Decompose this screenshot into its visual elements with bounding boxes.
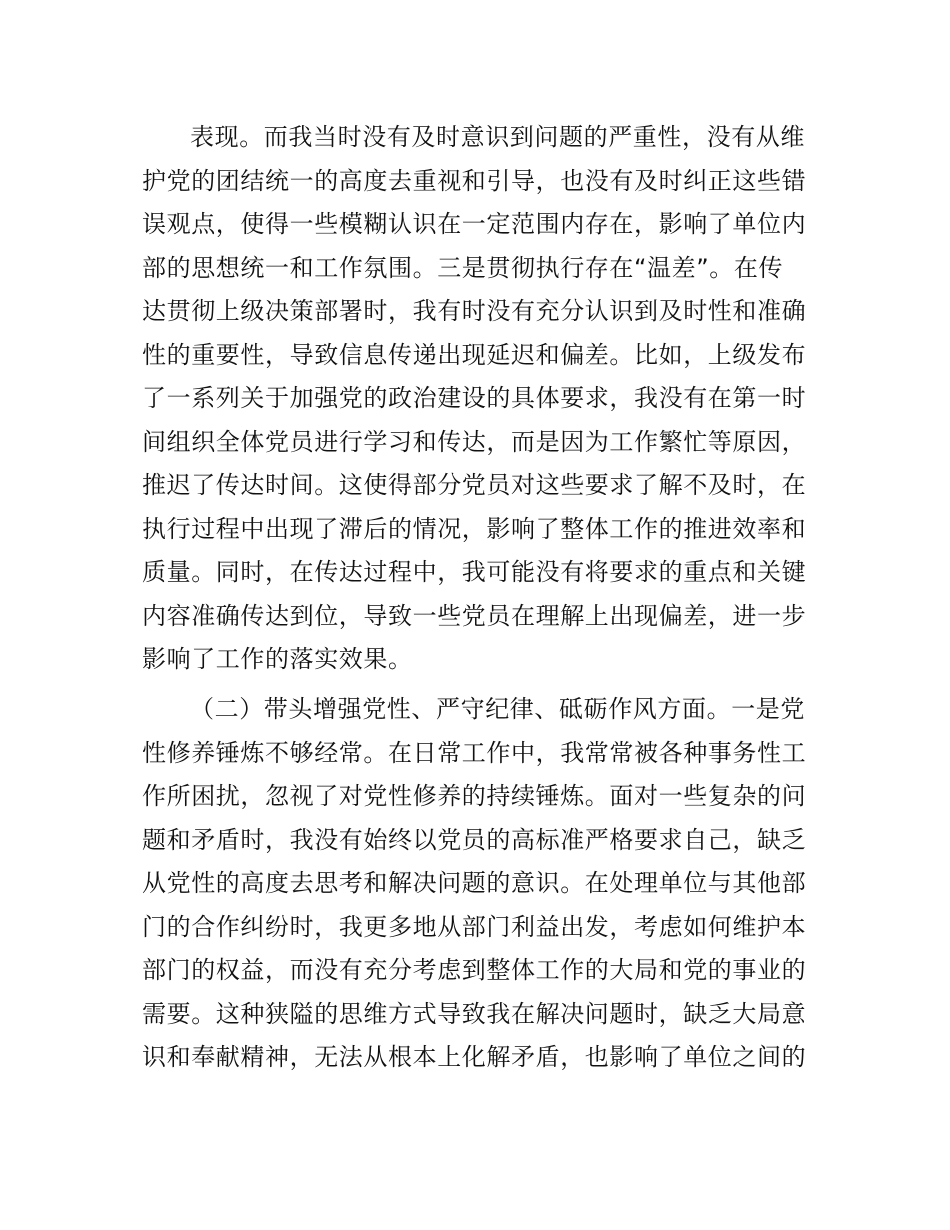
paragraph-line: 作所困扰，忽视了对党性修养的持续锤炼。面对一些复杂的问 bbox=[142, 782, 807, 810]
paragraph-line: 影响了工作的落实效果。 bbox=[142, 645, 413, 673]
paragraph-line: 推迟了传达时间。这使得部分党员对这些要求了解不及时，在 bbox=[142, 471, 807, 499]
paragraph-line: 间组织全体党员进行学习和传达，而是因为工作繁忙等原因， bbox=[142, 427, 807, 456]
paragraph-1 bbox=[142, 116, 832, 682]
paragraph-line: 需要。这种狭隘的思维方式导致我在解决问题时，缺乏大局意 bbox=[142, 999, 807, 1028]
paragraph-line: 题和矛盾时，我没有始终以党员的高标准严格要求自己，缺乏 bbox=[142, 825, 807, 854]
paragraph-line: 门的合作纠纷时，我更多地从部门利益出发，考虑如何维护本 bbox=[142, 912, 807, 941]
paragraph-line: 从党性的高度去思考和解决问题的意识。在处理单位与其他部 bbox=[142, 869, 807, 897]
paragraph-line: 了一系列关于加强党的政治建设的具体要求，我没有在第一时 bbox=[142, 384, 807, 412]
paragraph-line: （二）带头增强党性、严守纪律、砥砺作风方面。一是党 bbox=[190, 695, 805, 723]
paragraph-line: 质量。同时，在传达过程中，我可能没有将要求的重点和关键 bbox=[142, 558, 807, 586]
paragraph-line: 部的思想统一和工作氛围。三是贯彻执行存在“温差”。在传 bbox=[142, 253, 784, 282]
paragraph-line: 部门的权益，而没有充分考虑到整体工作的大局和党的事业的 bbox=[142, 956, 807, 984]
paragraph-line: 识和奉献精神，无法从根本上化解矛盾，也影响了单位之间的 bbox=[142, 1043, 807, 1071]
paragraph-line: 护党的团结统一的高度去重视和引导，也没有及时纠正这些错 bbox=[142, 166, 807, 195]
paragraph-line: 表现。而我当时没有及时意识到问题的严重性，没有从维 bbox=[190, 123, 805, 151]
paragraph-line: 性修养锤炼不够经常。在日常工作中，我常常被各种事务性工 bbox=[142, 738, 807, 767]
paragraph-line: 执行过程中出现了滞后的情况，影响了整体工作的推进效率和 bbox=[142, 514, 807, 543]
paragraph-line: 误观点，使得一些模糊认识在一定范围内存在，影响了单位内 bbox=[142, 210, 807, 238]
paragraph-2 bbox=[142, 688, 832, 1080]
paragraph-line: 内容准确传达到位，导致一些党员在理解上出现偏差，进一步 bbox=[142, 601, 807, 630]
paragraph-line: 达贯彻上级决策部署时，我有时没有充分认识到及时性和准确 bbox=[142, 297, 807, 325]
paragraph-line: 性的重要性，导致信息传递出现延迟和偏差。比如，上级发布 bbox=[142, 340, 807, 369]
